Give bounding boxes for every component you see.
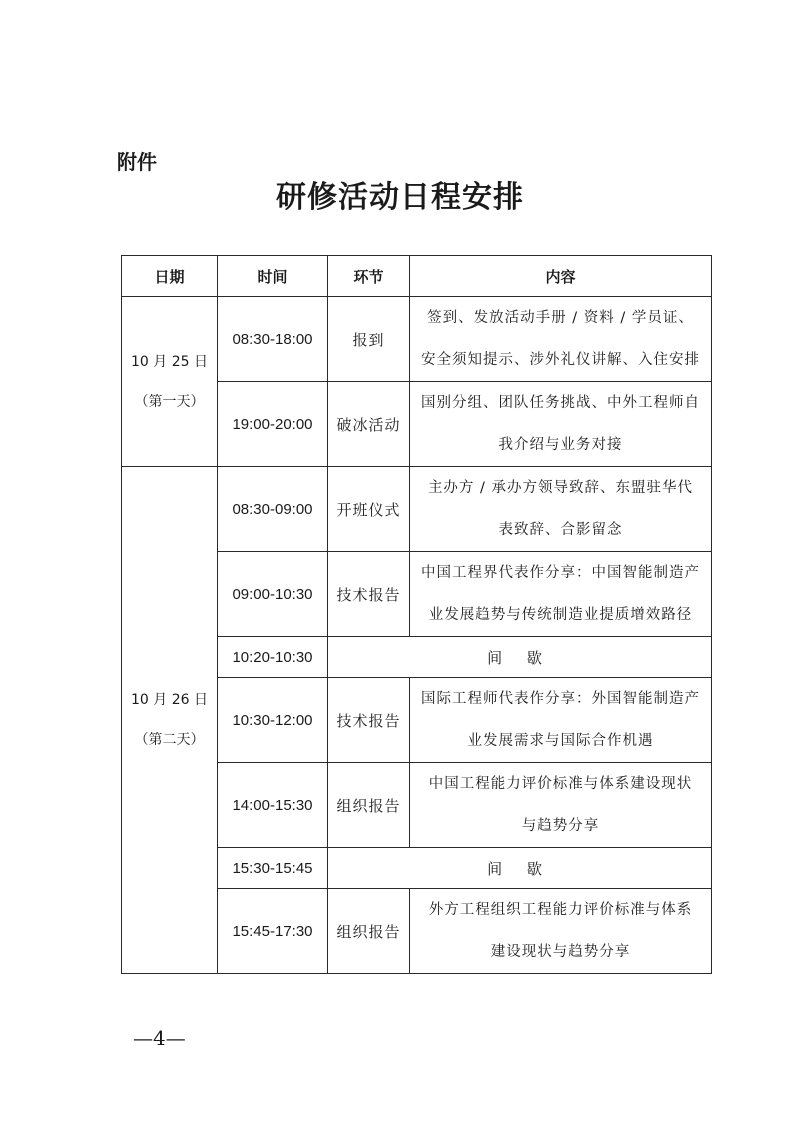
break-cell: 间 歇: [328, 637, 712, 678]
date-cell-day1: [122, 297, 218, 467]
time-cell: 10:30-12:00: [218, 678, 328, 763]
content-cell: [410, 467, 712, 552]
section-cell: 组织报告: [328, 889, 410, 974]
schedule-table: [121, 255, 712, 974]
content-line: 国别分组、团队任务挑战、中外工程师自: [421, 395, 700, 411]
time-cell: 15:30-15:45: [218, 848, 328, 889]
content-line: 签到、发放活动手册 / 资料 / 学员证、: [427, 310, 694, 326]
column-header-content: 内容: [410, 256, 712, 297]
section-cell: 技术报告: [328, 678, 410, 763]
date-cell-day2: [122, 467, 218, 974]
content-line: 业发展趋势与传统制造业提质增效路径: [428, 607, 693, 623]
content-line: 业发展需求与国际合作机遇: [467, 733, 654, 749]
content-cell: [410, 297, 712, 382]
content-line: 中国工程界代表作分享：中国智能制造产: [421, 565, 700, 581]
content-line: 主办方 / 承办方领导致辞、东盟驻华代: [427, 480, 694, 496]
page-title: 研修活动日程安排: [276, 180, 524, 215]
day-label: （第二天）: [134, 732, 205, 748]
attachment-label: 附件: [117, 150, 157, 174]
content-cell: [410, 889, 712, 974]
content-line: 中国工程能力评价标准与体系建设现状: [428, 776, 693, 792]
time-cell: 08:30-18:00: [218, 297, 328, 382]
column-header-time: 时间: [218, 256, 328, 297]
content-line: 外方工程组织工程能力评价标准与体系: [428, 902, 693, 918]
section-cell: 技术报告: [328, 552, 410, 637]
day-label: （第一天）: [134, 393, 205, 410]
time-cell: 09:00-10:30: [218, 552, 328, 637]
content-line: 建设现状与趋势分享: [490, 944, 631, 960]
table-header-row: [122, 256, 712, 297]
page-number: —4—: [133, 1026, 186, 1050]
content-line: 表致辞、合影留念: [498, 522, 623, 538]
content-cell: [410, 763, 712, 848]
section-cell: 组织报告: [328, 763, 410, 848]
content-line: 与趋势分享: [521, 818, 600, 834]
table-row: [122, 297, 712, 382]
content-line: 安全须知提示、涉外礼仪讲解、入住安排: [421, 352, 700, 368]
content-cell: [410, 678, 712, 763]
time-cell: 19:00-20:00: [218, 382, 328, 467]
time-cell: 08:30-09:00: [218, 467, 328, 552]
date-text: 10 月 25 日: [131, 353, 208, 370]
content-cell: [410, 382, 712, 467]
column-header-section: 环节: [328, 256, 410, 297]
section-cell: 开班仪式: [328, 467, 410, 552]
section-cell: 破冰活动: [328, 382, 410, 467]
time-cell: 14:00-15:30: [218, 763, 328, 848]
time-cell: 10:20-10:30: [218, 637, 328, 678]
content-cell: [410, 552, 712, 637]
content-line: 国际工程师代表作分享：外国智能制造产: [421, 691, 700, 707]
content-line: 我介绍与业务对接: [498, 437, 623, 453]
table-row: [122, 467, 712, 552]
break-cell: 间 歇: [328, 848, 712, 889]
column-header-date: 日期: [122, 256, 218, 297]
time-cell: 15:45-17:30: [218, 889, 328, 974]
date-text: 10 月 26 日: [131, 692, 208, 708]
section-cell: 报到: [328, 297, 410, 382]
